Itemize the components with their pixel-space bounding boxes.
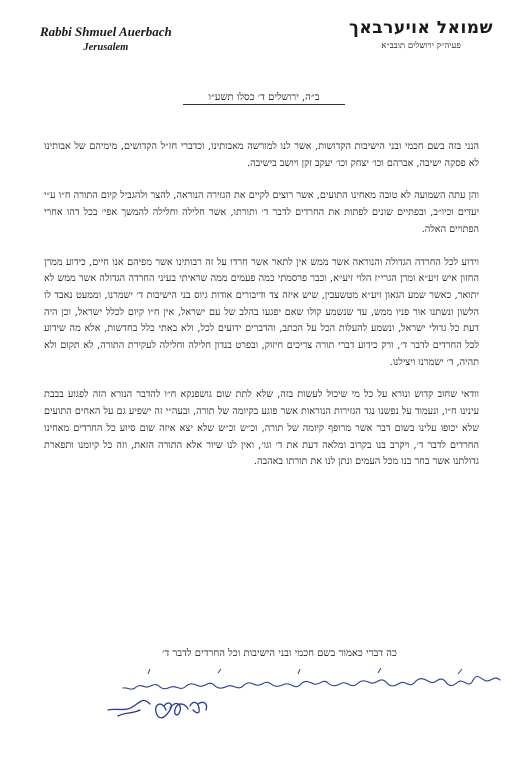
closing-line: כה דברי כאמור בשם חכמי ובני הישיבות וכל החרדים לדבר ד׳	[162, 648, 397, 659]
hebrew-title: פעיה״ק ירושלים תובב״א	[381, 41, 461, 51]
english-name: Rabbi Shmuel Auerbach	[40, 24, 172, 39]
english-letterhead	[40, 24, 172, 53]
handwritten-signature	[48, 666, 508, 726]
signature-drawing	[48, 666, 508, 726]
hebrew-letterhead	[349, 18, 493, 51]
letter-body	[44, 139, 479, 487]
hebrew-name: שמואל אויערבאך	[349, 18, 493, 38]
paragraph: וידוע לכל החרדה הגדולה והנוראה אשר ממש אין לתאר אשר חרדו על זה רבותינו אשר מפיהם אנו חיים, כידוע ממרן החזון איש זיע״א ומרן הגרי״ז הלוי זיע״א, וכבר פרסמתי כמה פעמים ממה שראיתי בעיני החרדה הגדולה אשר ממש לא יתואר, כאשר שמע הגאון זיע״א מטשעבין, שיש איזה צד ודיבורים אודות גיוס בני הישיבות ד׳ ישמרנו, וממעט נאבד לו הלשון ונשתנו אור פניו ממש, עד שנשמע קולו שאם יפגעו בהלב של עם ישראל, אין ח״ו קיום לכלל ישראל, וכן היה דעת כל גדולי ישראל, ונשמע להעלות הכל על הכתב, והדברים ידועים לכל, ולא באתי כלל בחדשות, אלא מה שידוע לכל החרדים לדבר ד׳, ורק כידוע דברי תורה צריכים חיזוק, ובפרט בנדון חלילה וחלילה לעקירת התורה, לא תקום ולא תהיה, ד׳ ישמרנו ויצילנו.	[44, 256, 479, 368]
date-line: ב״ה, ירושלים ד׳ כסלו תשע״ו	[183, 92, 345, 105]
english-city: Jerusalem	[83, 42, 129, 53]
paragraph: הנני בזה בשם חכמי ובני הישיבות הקדושות, אשר לנו למורשה מאבותינו, וכדברי חז״ל הקדושים, מימיהם של אבותינו לא פסקה ישיבה, אברהם וכו׳ יצחק וכו׳ יעקב זקן ויושב בישיבה.	[44, 141, 479, 169]
paragraph: והן עתה השמועה לא טובה מאחינו התועים, אשר רוצים לקיים את הגזירה הנוראה, להצר ולהגביל קיום התורה ח״ו ע״י יעדים וכיו״ב, ובפתיים שונים לפתות את החרדים לדבר ד׳ ותורתו, אשר חלילה וחלילה להמשך אפי׳ בכל דהו אחרי הפתויים האלה.	[44, 190, 479, 235]
paragraph: וודאי שחוב קדוש ונורא על כל מי שיכול לעשות בזה, שלא לתת שום גושפנקא ח״ו להדבר הנורא הזה לפגוע בבבת עינינו ח״ו, ונעמוד על נפשנו נגד הגזירות הנוראות אשר פוגע בקיומה של תורה, ובעה״י זה ישפיע גם על האחים התועים שלא יכופו עלינו בשום דבר אשר מרופף קיומה של תורה, וכ״ש וכ״ש שלא יצא איזה שום סיוע כל החרדים מאחינו החרדים לדבר ד׳, ויקרב בנו בקרוב ומלאה דעת את ד׳ וגו׳, ואין לנו שיור אלא התורה הזאת, וזה כל קיומנו ותפארת גדולתנו אשר בחר בנו מכל העמים ונתן לנו את תורתו באהבה.	[44, 389, 479, 468]
